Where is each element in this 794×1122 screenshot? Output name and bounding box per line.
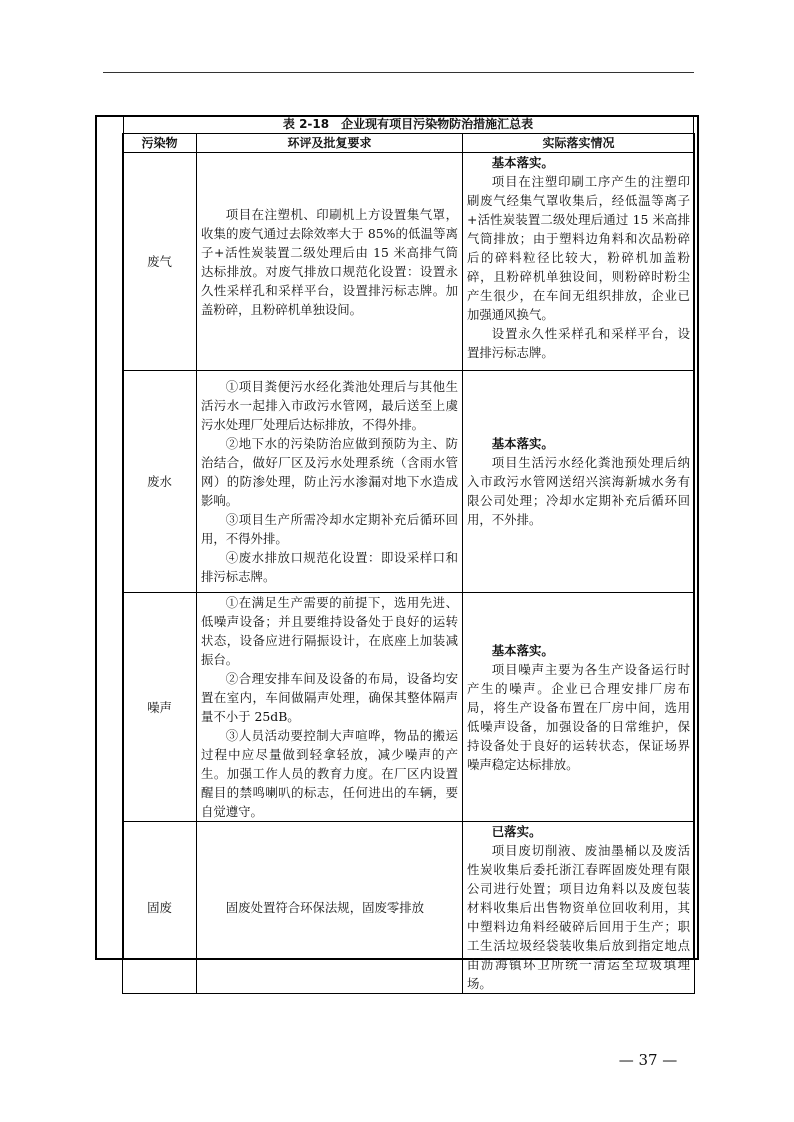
requirements-cell [197, 822, 463, 994]
implementation-cell [463, 371, 695, 593]
implementation-text: 项目生活污水经化粪池预处理后纳入市政污水管网送绍兴滨海新城水务有限公司处理；冷却水定期补充后循环回用，不外排。 [467, 455, 690, 527]
table-row [123, 153, 695, 371]
implementation-text: 项目在注塑印刷工序产生的注塑印刷废气经集气罩收集后，经低温等离子+活性炭装置二级处理后通过 15 米高排气筒排放；由于塑料边角料和次品粉碎后的碎料粒径比较大，粉碎机加盖粉碎，且粉碎机单独设间，则粉碎时粉尘产生很少，在车间无组织排放，企业已加强通风换气。 [467, 174, 690, 322]
requirement-text: ②合理安排车间及设备的布局，设备均安置在室内，车间做隔声处理，确保其整体隔声量不小于 25dB。 [201, 671, 458, 724]
requirement-text: ④废水排放口规范化设置：即设采样口和排污标志牌。 [201, 550, 458, 584]
implementation-cell [463, 822, 695, 994]
status-label: 基本落实。 [491, 436, 554, 451]
requirements-cell [197, 371, 463, 593]
requirement-text: ③人员活动要控制大声喧哗，物品的搬运过程中应尽量做到轻拿轻放，减少噪声的产生。加强工作人员的教育力度。在厂区内设置醒目的禁鸣喇叭的标志，任何进出的车辆，要自觉遵守。 [201, 728, 458, 819]
implementation-text: 项目废切削液、废油墨桶以及废活性炭收集后委托浙江春晖固废处理有限公司进行处置；项目边角料以及废包装材料收集后出售物资单位回收利用，其中塑料边角料经破碎后回用于生产；职工生活垃圾经袋装收集后放到指定地点由沥海镇环卫所统一清运至垃圾填埋场。 [467, 843, 690, 991]
table-row [123, 822, 695, 994]
requirements-cell [197, 593, 463, 822]
category-cell: 噪声 [123, 593, 197, 822]
requirement-text: ②地下水的污染防治应做到预防为主、防治结合，做好厂区及污水处理系统（含雨水管网）的防渗处理，防止污水渗漏对地下水造成影响。 [201, 436, 458, 508]
implementation-text: 设置永久性采样孔和采样平台，设置排污标志牌。 [467, 326, 690, 360]
requirement-text: 固废处置符合环保法规，固废零排放 [225, 900, 425, 915]
status-label: 基本落实。 [491, 155, 554, 170]
page-number: — 37 — [618, 1051, 678, 1069]
requirement-text: ①项目粪便污水经化粪池处理后与其他生活污水一起排入市政污水管网，最后送至上虞污水处理厂处理后达标排放，不得外排。 [201, 379, 458, 432]
table-title: 表 2-18 企业现有项目污染物防治措施汇总表 [122, 116, 694, 134]
pollution-control-table [122, 133, 695, 994]
table-header-row [123, 134, 695, 153]
table-row [123, 593, 695, 822]
category-cell: 固废 [123, 822, 197, 994]
header-pollutant: 污染物 [123, 134, 197, 153]
header-rule [103, 72, 694, 73]
table-row [123, 371, 695, 593]
header-implementation: 实际落实情况 [463, 134, 695, 153]
requirement-text: ①在满足生产需要的前提下，选用先进、低噪声设备；并且要维持设备处于良好的运转状态，设备应进行隔振设计，在底座上加装减振台。 [201, 595, 458, 667]
category-cell: 废气 [123, 153, 197, 371]
status-label: 已落实。 [491, 824, 542, 839]
requirement-text: 项目在注塑机、印刷机上方设置集气罩，收集的废气通过去除效率大于 85%的低温等离子+活性炭装置二级处理后由 15 米高排气筒达标排放。对废气排放口规范化设置：设置永久性采样孔和采样平台，设置排污标志牌。加盖粉碎，且粉碎机单独设间。 [201, 206, 458, 317]
requirement-text: ③项目生产所需冷却水定期补充后循环回用，不得外排。 [201, 512, 458, 546]
category-cell: 废水 [123, 371, 197, 593]
header-requirements: 环评及批复要求 [197, 134, 463, 153]
implementation-cell [463, 593, 695, 822]
requirements-cell [197, 153, 463, 371]
implementation-text: 项目噪声主要为各生产设备运行时产生的噪声。企业已合理安排厂房布局，将生产设备布置在厂房中间，选用低噪声设备，加强设备的日常维护，保持设备处于良好的运转状态，保证场界噪声稳定达标排放。 [467, 661, 690, 772]
implementation-cell [463, 153, 695, 371]
status-label: 基本落实。 [491, 642, 554, 658]
